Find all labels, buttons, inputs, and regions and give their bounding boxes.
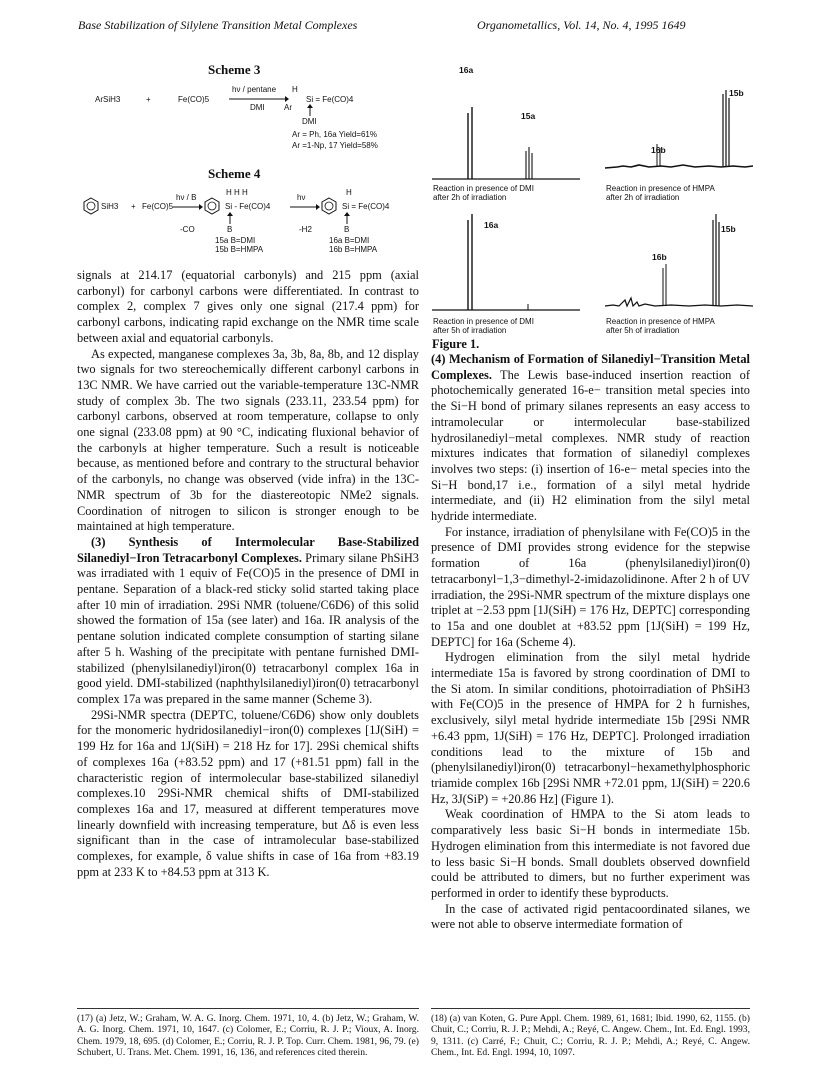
paragraph-body: Primary silane PhSiH3 was irradiated with 1 equiv of Fe(CO)5 in the presence of DMI in pentane. Separation of a black-red sticky solid started taking place after 10 min of irradiation. 29Si NMR (toluene/C6D6) of this solid showed the formation of 15a (see later) and 16a. IR analysis of the pentane solution indicated complete consumption of starting silane after 5 h. Washing of the precipitate with pentane furnished DMI-stabilized (phenylsilanediyl)iron(0) tetracarbonyl complex 16a in good yield. DMI-stabilized (naphthylsilanediyl)iron(0) tetracarbonyl complex 17a was prepared in the same manner (Scheme 3).: [77, 550, 420, 706]
scheme3-reactant1: ArSiH3: [95, 95, 121, 104]
spectrum-peak-label: 15a: [521, 111, 536, 121]
figure-panel-caption: after 2h of irradiation: [606, 193, 680, 202]
figure-panel-caption: Reaction in presence of HMPA: [606, 184, 715, 193]
section-heading: (4) Mechanism of Formation of Silanediyl−Transition Metal Complexes.: [431, 352, 750, 382]
spectrum-peak-label: 15b: [729, 88, 744, 98]
scheme3-cond-top: hν / pentane: [232, 85, 277, 94]
spectrum-peak-label: 15b: [721, 224, 736, 234]
phenyl-ring-icon: [320, 197, 338, 215]
paragraph: [77, 535, 419, 708]
figure-panel-caption: after 2h of irradiation: [433, 193, 507, 202]
scheme4-label-15a: 15a B=DMI: [215, 236, 256, 245]
scheme3-cond-bottom: DMI: [250, 103, 265, 112]
scheme4-arrow1: [173, 204, 203, 210]
scheme3-note2: Ar =1-Np, 17 Yield=58%: [292, 141, 378, 150]
scheme4-label-16a: 16a B=DMI: [329, 236, 370, 245]
figure-label: Figure 1.: [432, 337, 480, 351]
scheme4-dative-arrow2: [344, 212, 350, 224]
figure-panel-caption: Reaction in presence of HMPA: [606, 317, 715, 326]
scheme3-product-dmi: DMI: [302, 117, 317, 126]
figure-panel-caption: Reaction in presence of DMI: [433, 317, 534, 326]
spectrum-peak-label: 16a: [484, 220, 499, 230]
paragraph: In the case of activated rigid pentacoordinated silanes, we were not able to observe intermediate formation of: [431, 901, 750, 932]
scheme4-cond2-top: hν: [297, 193, 306, 202]
scheme4-reactant2: Fe(CO)5: [142, 202, 174, 211]
scheme4-label-16b: 16b B=HMPA: [329, 245, 378, 254]
paragraph: For instance, irradiation of phenylsilane with Fe(CO)5 in the presence of DMI provides strong evidence for the stepwise formation of 16a (phenylsilanediyl)iron(0) tetracarbonyl−1,3−dimethyl-2-imidazolidinone. After 2 h of UV irradiation, the 29Si-NMR spectrum of the mixture displays one triplet at −2.53 ppm [1J(SiH) = 176 Hz, DEPTC] corresponding to 15a and one doublet at +83.52 ppm [1J(SiH) = 199 Hz, DEPTC] for 16a (Scheme 4).: [431, 524, 750, 649]
paragraph: Weak coordination of HMPA to the Si atom leads to comparatively less basic Si−H bonds in intermediate 15b. Hydrogen elimination from this intermediate is not favored due to less basic Si−H bonds. Small doublets observed downfield could be attributed to dimers, but no further experiment was performed in order to identify these byproducts.: [431, 807, 750, 900]
paragraph: signals at 214.17 (equatorial carbonyls) and 215 ppm (axial carbonyl) for carbonyl carbons were differentiated. In contrast to complex 2, complex 7 gives only one signal (217.4 ppm) for carbonyl carbons, indicating rapid exchange on the NMR time scale between axial and equatorial carbonyls.: [77, 268, 419, 345]
footnote-rule: [77, 1008, 419, 1009]
paragraph: 29Si-NMR spectra (DEPTC, toluene/C6D6) show only doublets for the monomeric hydridosilanediyl−iron(0) complexes [1J(SiH) = 199 Hz for 16a and 1J(SiH) = 218 Hz for 17]. 29Si chemical shifts of complexes 16a (+83.52 ppm) and 17 (+81.51 ppm) fall in the characteristic region of intermolecular base-stabilized silanediyl complexes.10 29Si-NMR chemical shifts of DMI-stabilized complexes 16a and 17, measured at different temperatures move linearly downfield with increasing temperature, but Δδ is even less significant than in the case of intramolecular base-stabilized complexes, for example, δ value shifts in case of 16a from +83.19 ppm at 233 K to +84.53 ppm at 313 K.: [77, 707, 419, 879]
scheme4-product-h: H: [346, 188, 352, 197]
paragraph-body: The Lewis base-induced insertion reaction of photochemically generated 16-e− transition metal species into the Si−H bond of primary silanes represents an easy access to intramolecular or intermolecular base-stabilized hydrosilanediyl−metal complexes. NMR study of reaction mixtures indicates that formation of silanediyl complexes involves two steps: (i) insertion of 16-e− metal species into the Si−H bond,17 i.e., formation of a silyl metal hydride intermediate, and (ii) H2 elimination from the silyl metal hydride intermediate.: [431, 367, 750, 524]
scheme4-intermediate-h: H H H: [226, 188, 248, 197]
spectrum-peak-label: 16a: [459, 65, 474, 75]
spectrum-peak-label: 16b: [651, 145, 666, 155]
scheme3-plus: +: [146, 95, 151, 104]
scheme4-reactant1: SiH3: [101, 202, 119, 211]
scheme3-product-h: H: [292, 85, 298, 94]
scheme4-dative-arrow1: [227, 212, 233, 224]
footnote-right: (18) (a) van Koten, G. Pure Appl. Chem. 1989, 61, 1681; Ibid. 1990, 62, 1155. (b) Chuit, C.; Corriu, R. J. P.; Mehdi, A.; Reyé, C. Angew. Chem., Int. Ed. Engl. 1993, 9, 1311. (c) Carré, F.; Chuit, C.; Corriu, R. J. P.; Mehdi, A.; Reyé, C. Angew. Chem., Int. Ed. Engl. 1994, 10, 1097.: [431, 1013, 750, 1059]
phenyl-ring-icon: [203, 197, 221, 215]
section-heading: (3) Synthesis of Intermolecular Base-Stabilized Silanediyl−Iron Tetracarbonyl Complexes.: [77, 534, 419, 565]
scheme4-title: Scheme 4: [208, 166, 261, 181]
scheme3-title: Scheme 3: [208, 62, 261, 77]
scheme3-reactant2: Fe(CO)5: [178, 95, 210, 104]
scheme3-product-ar: Ar: [284, 103, 292, 112]
scheme4-product-b: B: [344, 225, 350, 234]
paragraph: As expected, manganese complexes 3a, 3b, 8a, 8b, and 12 display two signals for two stereochemically different carbonyl carbons in 13C NMR. We have carried out the variable-temperature 13C-NMR study of complex 3b. The two signals (233.11, 233.54 ppm) for carbonyl carbons, observed at room temperature, collapse to only one signal (233.08 ppm) at 90 °C, indicating fluxional behavior of the carbonyls at higher temperature. Such a result is noticeable because, as mentioned before and contrary to the structural behavior of the carbonyls, no change was observed (vide infra) in the 13C-NMR spectrum of 3b for the diastereotopic NMe2 signals. Coordination of nitrogen to silicon is stronger enough to be maintained at high temperature.: [77, 346, 419, 534]
paragraph: Hydrogen elimination from the silyl metal hydride intermediate 15a is favored by strong coordination of DMI to the Si atom. In similar conditions, photoirradiation of PhSiH3 with Fe(CO)5 in the presence of HMPA for 2 h furnishes, exclusively, silyl metal hydride intermediate 15b [29Si NMR +6.43 ppm, 1J(SiH) = 176 Hz, DEPTC]. Prolonged irradiation conditions lead to the mixture of 15b and (phenylsilanediyl)iron(0) tetracarbonyl−hexamethylphosphoric triamide complex 16b [29Si NMR +72.01 ppm, 1J(SiH) = 220.6 Hz, 3J(SiP) = +20.86 Hz] (Figure 1).: [431, 650, 750, 806]
nmr-spectrum-panel-1: [432, 113, 582, 183]
phenyl-ring-icon: [82, 197, 100, 215]
running-header-left: Base Stabilization of Silylene Transition Metal Complexes: [78, 18, 358, 32]
nmr-spectrum-panel-3: [432, 214, 582, 314]
scheme4-product-si: Si = Fe(CO)4: [342, 202, 390, 211]
footnote-left: (17) (a) Jetz, W.; Graham, W. A. G. Inorg. Chem. 1971, 10, 4. (b) Jetz, W.; Graham, W. A. G. Inorg. Chem. 1971, 10, 1647. (c) Colomer, E.; Corriu, R. J. P.; Vioux, A. Inorg. Chem. 1979, 18, 695. (d) Colomer, E.; Corriu, R. J. P. Top. Curr. Chem. 1981, 96, 79. (e) Schubert, U. Trans. Met. Chem. 1991, 16, 136, and references cited therein.: [77, 1013, 419, 1059]
scheme4-arrow2: [290, 204, 320, 210]
scheme4-intermediate-b: B: [227, 225, 233, 234]
spectrum-peak-label: 16b: [652, 252, 667, 262]
scheme4-intermediate-si: Si - Fe(CO)4: [225, 202, 271, 211]
scheme4-cond2-bottom: -H2: [299, 225, 312, 234]
scheme4-plus: +: [131, 202, 136, 211]
left-column-text: [77, 268, 419, 880]
scheme3-arrow: [229, 96, 289, 102]
scheme3-note1: Ar = Ph, 16a Yield=61%: [292, 130, 377, 139]
scheme3-dative-arrow: [307, 104, 313, 116]
figure-panel-caption: after 5h of irradiation: [433, 326, 507, 335]
footnote-rule: [431, 1008, 750, 1009]
figure-panel-caption: Reaction in presence of DMI: [433, 184, 534, 193]
scheme3-product-si: Si = Fe(CO)4: [306, 95, 354, 104]
right-column-text: [431, 352, 750, 933]
paragraph: [431, 352, 750, 525]
scheme4-cond1-top: hν / B: [176, 193, 197, 202]
running-header-right: Organometallics, Vol. 14, No. 4, 1995 1649: [477, 18, 686, 32]
scheme4-label-15b: 15b B=HMPA: [215, 245, 264, 254]
scheme4-cond1-bottom: -CO: [180, 225, 195, 234]
figure-panel-caption: after 5h of irradiation: [606, 326, 680, 335]
